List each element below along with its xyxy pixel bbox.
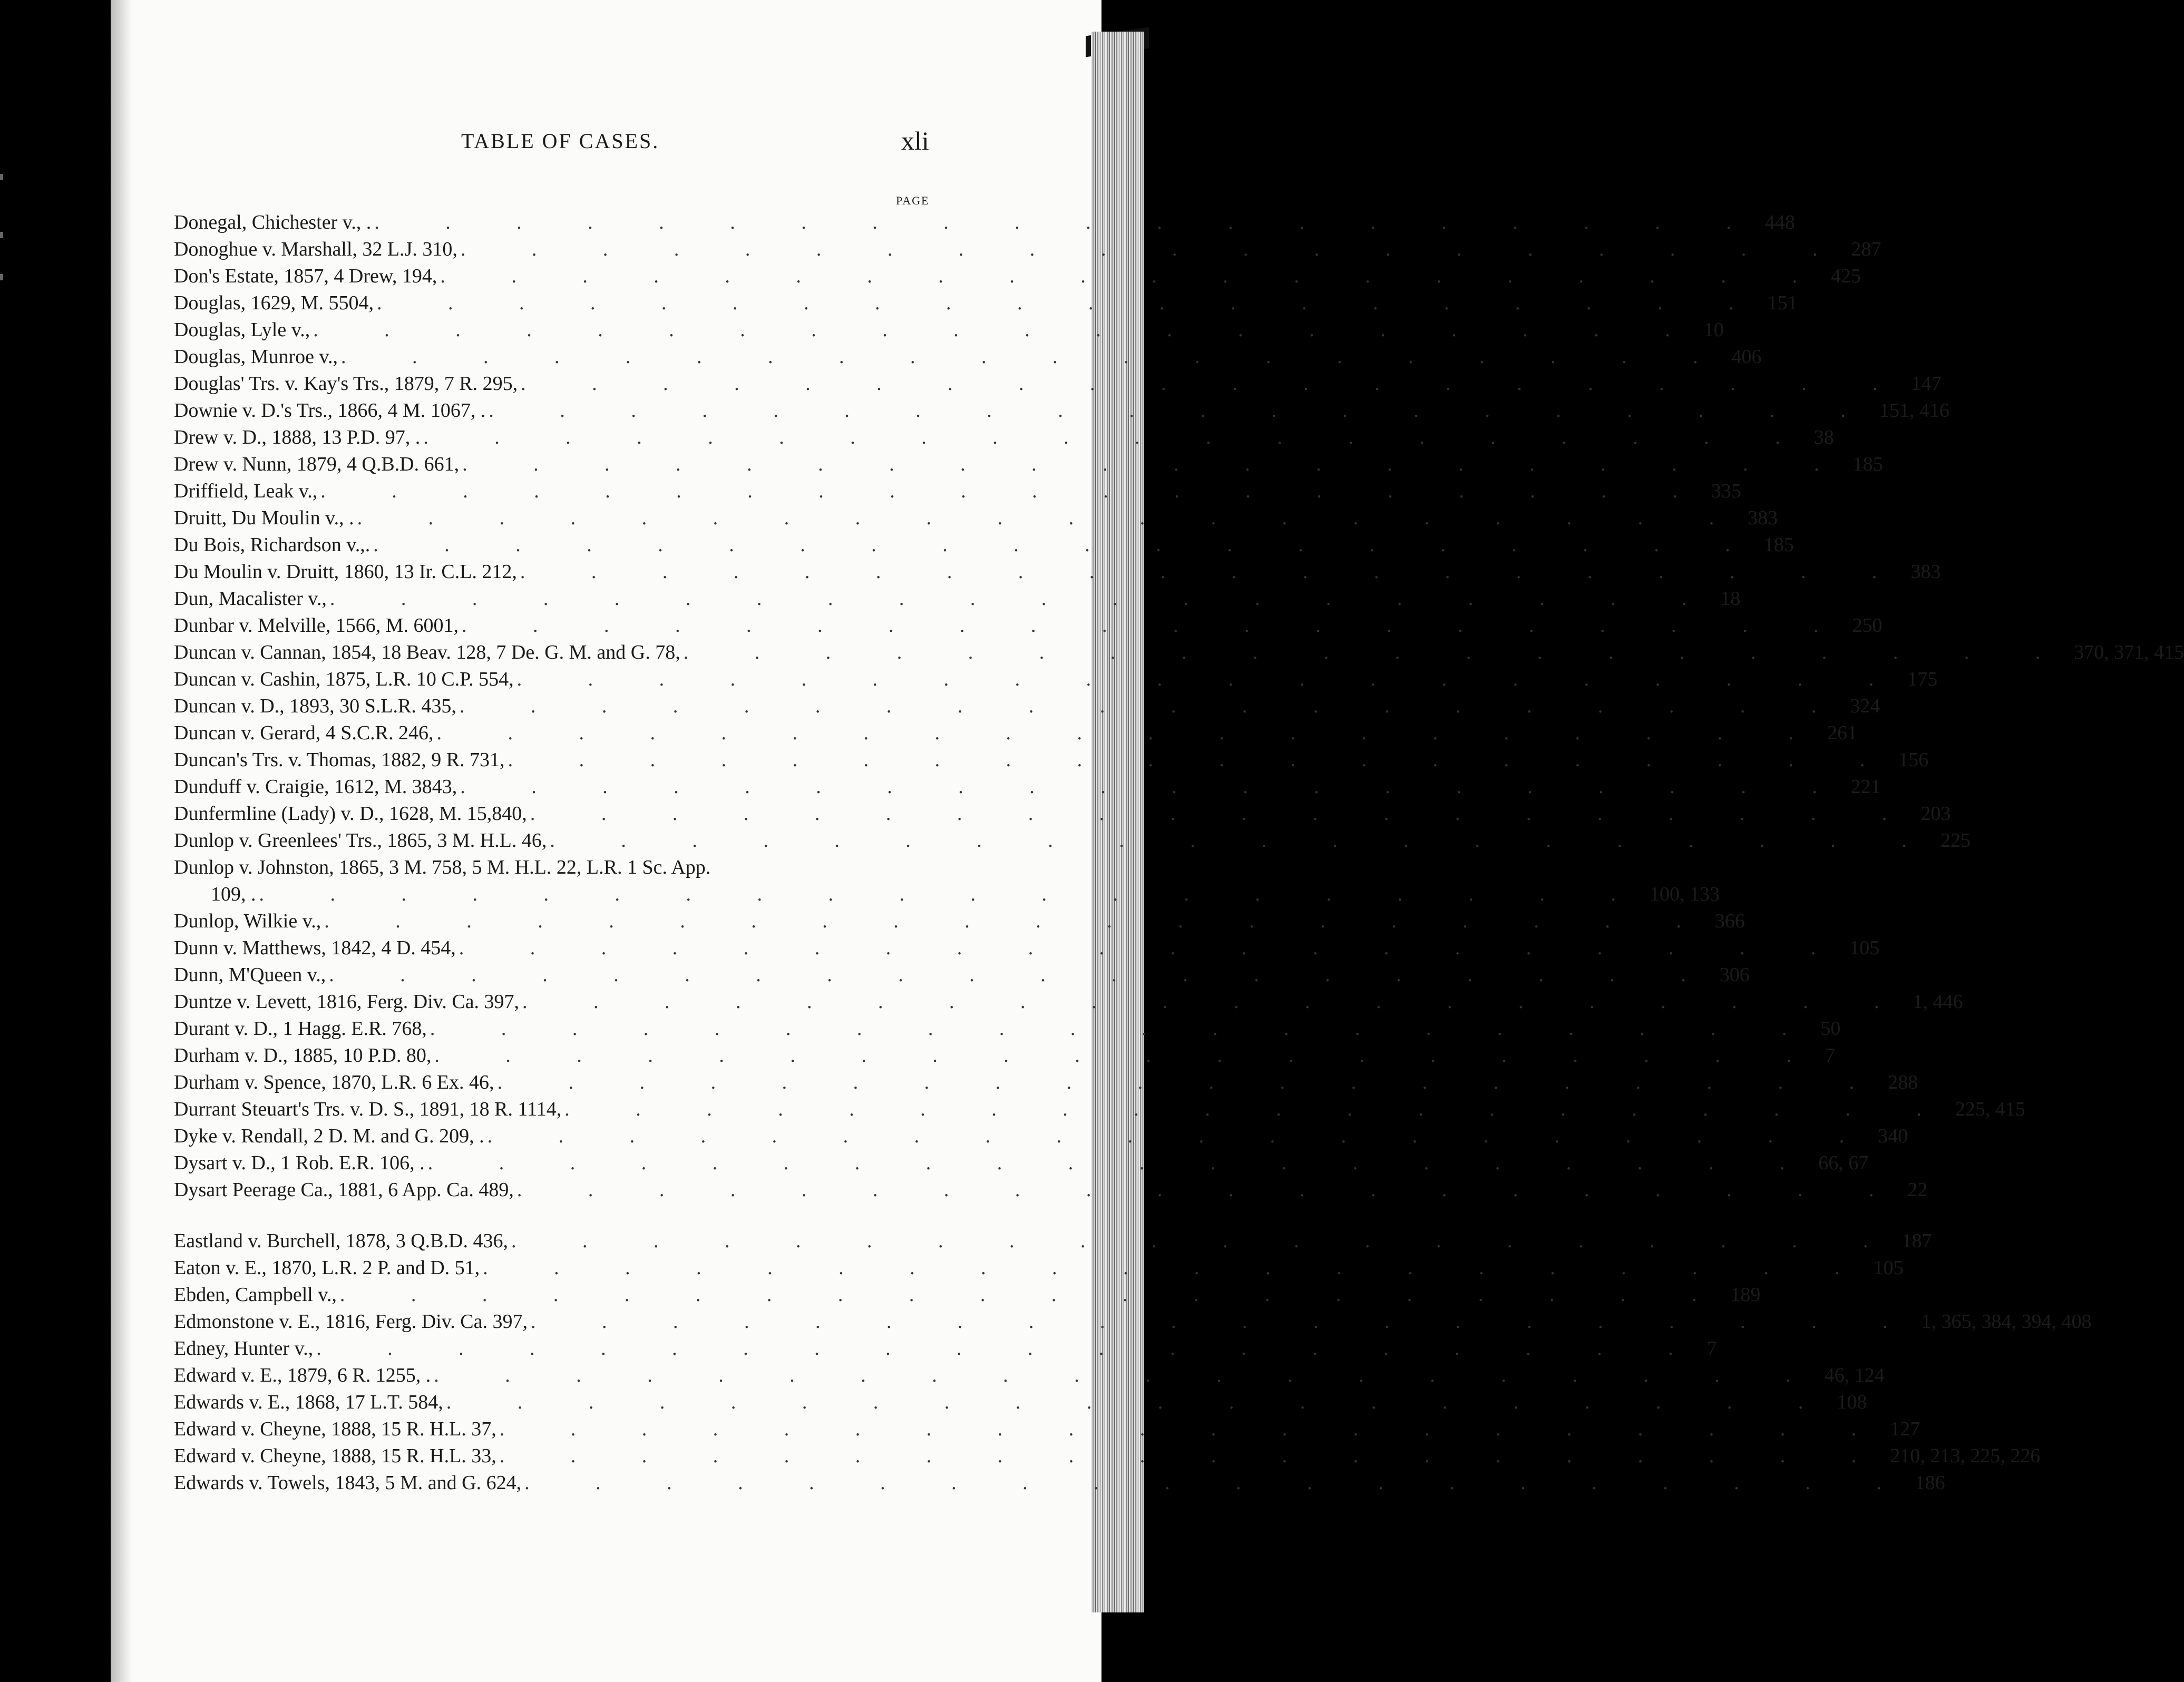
page-references: 18 xyxy=(1720,588,1741,610)
dot-leader: . . . . . . . . . . . . . . . . . . . . xyxy=(516,668,1905,690)
case-name: Dysart Peerage Ca., 1881, 6 App. Ca. 489, xyxy=(174,1179,514,1201)
page-references: 366 xyxy=(1714,910,1745,932)
page-references: 221 xyxy=(1850,776,1881,798)
case-name: Dunbar v. Melville, 1566, M. 6001, xyxy=(174,614,459,637)
table-row xyxy=(174,1017,1841,1043)
case-name: Driffield, Leak v., xyxy=(174,480,318,502)
page-references: 105 xyxy=(1873,1257,1904,1279)
table-row xyxy=(174,1124,1908,1151)
case-name: Edmonstone v. E., 1816, Ferg. Div. Ca. 397, xyxy=(174,1311,528,1333)
dot-leader: . . . . . . . . . . . . . . . . . . . . xyxy=(329,964,1717,986)
case-name: Eastland v. Burchell, 1878, 3 Q.B.D. 436, xyxy=(174,1230,508,1252)
case-name: Ebden, Campbell v., xyxy=(174,1284,337,1306)
page-references: 306 xyxy=(1719,964,1750,986)
page-references: 225 xyxy=(1940,829,1971,852)
table-row xyxy=(174,345,1762,371)
page-references: 108 xyxy=(1837,1391,1867,1413)
case-name: Donoghue v. Marshall, 32 L.J. 310, xyxy=(174,238,457,260)
dot-leader: . . . . . . . . . . . . . . . . . . . . xyxy=(339,1284,1728,1306)
case-name: Du Moulin v. Druitt, 1860, 13 Ir. C.L. 212, xyxy=(174,561,517,583)
page-references: 100, 133 xyxy=(1650,883,1720,905)
dot-leader: . . . . . . . . . . . . . . . . . . . . xyxy=(329,588,1718,610)
dot-leader: . . . . . . . . . . . . . . . . . . . . xyxy=(487,1125,1875,1147)
dot-leader: . . . . . . . . . . . . . . . . . . . . xyxy=(520,561,1908,583)
dot-leader: . . . . . . . . . . . . . . . . . . . . xyxy=(430,1018,1818,1040)
dot-leader: . . . . . . . . . . . . . . . . . . . . xyxy=(436,722,1825,744)
dot-leader: . . . . . . . . . . . . . . . . . . . . xyxy=(440,265,1828,287)
case-name: Duncan v. Gerard, 4 S.C.R. 246, xyxy=(174,722,434,744)
table-row xyxy=(174,480,1741,506)
dot-leader: . . . . . . . . . . . . . . . . . . . . xyxy=(516,1179,1905,1201)
table-row xyxy=(174,748,1929,775)
page-references: 370, 371, 415 xyxy=(2074,641,2184,663)
dot-leader: . . . . . . . . . . . . . . . . . . . . xyxy=(324,910,1712,932)
dot-leader: . . . . . . . . . . . . . . . . . . . . xyxy=(259,883,1646,905)
page-references: 156 xyxy=(1898,749,1929,771)
dot-leader: . . . . . . . . . . . . . . . . . . . . xyxy=(376,292,1764,314)
table-row xyxy=(174,1310,2092,1336)
case-name: Durham v. D., 1885, 10 P.D. 80, xyxy=(174,1044,432,1067)
dot-leader: . . . . . . . . . . . . . . . . . . . . xyxy=(320,480,1708,502)
table-row xyxy=(174,695,1880,721)
case-name: Druitt, Du Moulin v., . xyxy=(174,507,354,529)
case-name: Edward v. Cheyne, 1888, 15 R. H.L. 37, xyxy=(174,1418,496,1440)
case-name: Edney, Hunter v., xyxy=(174,1337,314,1360)
table-row xyxy=(174,211,1795,237)
dot-leader: . . . . . . . . . . . . . . . . . . . . xyxy=(524,1472,1912,1494)
page-references: 147 xyxy=(1911,373,1942,395)
table-row xyxy=(174,1364,1885,1390)
table-row xyxy=(174,614,1883,640)
table-row xyxy=(174,1098,2025,1124)
case-name: Dunduff v. Craigie, 1612, M. 3843, xyxy=(174,776,457,798)
page-references: 66, 67 xyxy=(1818,1152,1869,1174)
dot-leader: . . . . . . . . . . . . . . . . . . . . xyxy=(530,1311,1918,1333)
case-name: Downie v. D.'s Trs., 1866, 4 M. 1067, . xyxy=(174,399,486,422)
table-row xyxy=(174,1256,1904,1283)
page-references: 425 xyxy=(1830,265,1861,287)
page-references: 105 xyxy=(1849,937,1880,959)
table-row xyxy=(174,1071,1918,1097)
case-name: Dunn v. Matthews, 1842, 4 D. 454, xyxy=(174,937,456,959)
dot-leader: . . . . . . . . . . . . . . . . . . . . xyxy=(373,534,1761,556)
dot-leader: . . . . . . . . . . . . . . . . . . . . xyxy=(434,1364,1821,1386)
page-references: 50 xyxy=(1820,1018,1841,1040)
table-row xyxy=(174,1471,1945,1498)
table-row xyxy=(174,238,1881,264)
case-name: Dysart v. D., 1 Rob. E.R. 106, . xyxy=(174,1152,425,1174)
page-references: 287 xyxy=(1851,238,1881,260)
table-row xyxy=(174,802,1951,828)
table-row xyxy=(174,668,1938,694)
table-row xyxy=(174,1283,1761,1309)
page-references: 340 xyxy=(1878,1125,1908,1147)
case-name: Don's Estate, 1857, 4 Drew, 194, xyxy=(174,265,437,287)
case-name: Dyke v. Rendall, 2 D. M. and G. 209, . xyxy=(174,1125,484,1147)
case-name: Durant v. D., 1 Hagg. E.R. 768, xyxy=(174,1018,427,1040)
page-references: 250 xyxy=(1852,614,1883,637)
dot-leader: . . . . . . . . . . . . . . . . . . . . xyxy=(550,829,1937,852)
table-row xyxy=(174,1178,1928,1205)
case-name: Douglas, Lyle v., xyxy=(174,319,310,341)
case-name: Drew v. D., 1888, 13 P.D. 97, . xyxy=(174,426,421,448)
table-row xyxy=(174,990,1963,1016)
case-name: Duncan v. Cannan, 1854, 18 Beav. 128, 7 De. G. M. and G. 78, xyxy=(174,641,680,663)
case-name: Du Bois, Richardson v.,. xyxy=(174,534,370,556)
case-name: Duncan v. D., 1893, 30 S.L.R. 435, xyxy=(174,695,456,717)
page-references: 175 xyxy=(1907,668,1938,690)
dot-leader: . . . . . . . . . . . . . . . . . . . . xyxy=(522,991,1910,1013)
dot-leader: . . . . . . . . . . . . . . . . . . . . xyxy=(521,373,1908,395)
table-row xyxy=(174,1229,1932,1256)
dot-leader: . . . . . . . . . . . . . . . . . . . . xyxy=(499,1418,1887,1440)
case-continuation: 109, . xyxy=(211,883,256,905)
table-row xyxy=(174,829,1971,855)
dot-leader: . . . . . . . . . . . . . . . . . . . . xyxy=(460,776,1848,798)
table-row xyxy=(174,641,2184,667)
page-references: 406 xyxy=(1731,346,1762,368)
page-references: 335 xyxy=(1711,480,1741,502)
dot-leader: . . . . . . . . . . . . . . . . . . . . xyxy=(489,399,1876,422)
table-row xyxy=(174,506,1778,533)
case-name: Dunlop, Wilkie v., xyxy=(174,910,321,932)
page-references: 185 xyxy=(1852,453,1883,475)
page-references: 1, 446 xyxy=(1913,991,1963,1013)
table-row xyxy=(174,1151,1869,1178)
case-name: Dunfermline (Lady) v. D., 1628, M. 15,840, xyxy=(174,803,527,825)
case-name: Duncan v. Cashin, 1875, L.R. 10 C.P. 554, xyxy=(174,668,514,690)
table-row xyxy=(174,1337,1717,1363)
table-row xyxy=(174,1044,1835,1070)
case-name: Dun, Macalister v., xyxy=(174,588,327,610)
dot-leader: . . . . . . . . . . . . . . . . . . . . xyxy=(341,346,1729,368)
page-references: 1, 365, 384, 394, 408 xyxy=(1921,1311,2092,1333)
dot-leader: . . . . . . . . . . . . . . . . . . . . xyxy=(483,1257,1870,1279)
dot-leader: . . . . . . . . . . . . . . . . . . . . xyxy=(564,1098,1952,1120)
dot-leader: . . . . . . . . . . . . . . . . . . . . xyxy=(460,238,1848,260)
page-column-label: PAGE xyxy=(896,194,930,207)
table-row xyxy=(174,1417,1920,1444)
dot-leader: . . . . . . . . . . . . . . . . . . . . xyxy=(683,641,2071,663)
case-name: Drew v. Nunn, 1879, 4 Q.B.D. 661, xyxy=(174,453,460,475)
table-row xyxy=(174,775,1881,801)
table-row xyxy=(174,265,1861,291)
dot-leader: . . . . . . . . . . . . . . . . . . . . xyxy=(423,426,1811,448)
table-row xyxy=(174,1444,2041,1471)
page-references: 189 xyxy=(1730,1284,1761,1306)
dot-leader: . . . . . . . . . . . . . . . . . . . . xyxy=(499,1445,1887,1467)
page-references: 448 xyxy=(1764,211,1795,233)
table-row xyxy=(174,910,1745,936)
page-references: 288 xyxy=(1888,1071,1918,1093)
case-name: Duntze v. Levett, 1816, Ferg. Div. Ca. 397, xyxy=(174,991,520,1013)
case-name: Edward v. Cheyne, 1888, 15 R. H.L. 33, xyxy=(174,1445,496,1467)
case-name: Dunn, M'Queen v., xyxy=(174,964,326,986)
case-name: Edwards v. Towels, 1843, 5 M. and G. 624, xyxy=(174,1472,522,1494)
dot-leader: . . . . . . . . . . . . . . . . . . . . xyxy=(357,507,1745,529)
dot-leader: . . . . . . . . . . . . . . . . . . . . xyxy=(374,211,1762,233)
page-references: 7 xyxy=(1707,1337,1717,1360)
case-name: Dunlop v. Greenlees' Trs., 1865, 3 M. H.L. 46, xyxy=(174,829,547,852)
case-name: Edward v. E., 1879, 6 R. 1255, . xyxy=(174,1364,431,1386)
dot-leader: . . . . . . . . . . . . . . . . . . . . xyxy=(530,803,1918,825)
table-row xyxy=(174,1391,1867,1417)
page-references: 38 xyxy=(1813,426,1834,448)
table-row xyxy=(174,372,1942,398)
page-references: 186 xyxy=(1915,1472,1945,1494)
dot-leader: . . . . . . . . . . . . . . . . . . . . xyxy=(459,695,1847,717)
case-name: Edwards v. E., 1868, 17 L.T. 584, xyxy=(174,1391,443,1413)
page-references: 324 xyxy=(1850,695,1880,717)
page-references: 151, 416 xyxy=(1879,399,1949,422)
table-row xyxy=(174,291,1798,318)
dot-leader: . . . . . . . . . . . . . . . . . . . . xyxy=(511,1230,1899,1252)
page-references: 127 xyxy=(1890,1418,1920,1440)
case-name: Dunlop v. Johnston, 1865, 3 M. 758, 5 M. H.L. 22, L.R. 1 Sc. App. xyxy=(174,856,711,878)
page-references: 185 xyxy=(1763,534,1794,556)
table-row xyxy=(174,560,1941,586)
case-name: Eaton v. E., 1870, L.R. 2 P. and D. 51, xyxy=(174,1257,480,1279)
dot-leader: . . . . . . . . . . . . . . . . . . . . xyxy=(446,1391,1834,1413)
table-row xyxy=(174,587,1741,613)
dot-leader: . . . . . . . . . . . . . . . . . . . . xyxy=(313,319,1701,341)
dot-leader: . . . . . . . . . . . . . . . . . . . . xyxy=(434,1044,1822,1067)
table-row xyxy=(174,426,1834,452)
page-references: 187 xyxy=(1902,1230,1932,1252)
dot-leader: . . . . . . . . . . . . . . . . . . . . xyxy=(462,614,1849,637)
case-name: Douglas, 1629, M. 5504, xyxy=(174,292,374,314)
case-name: Durham v. Spence, 1870, L.R. 6 Ex. 46, xyxy=(174,1071,494,1093)
page-references: 22 xyxy=(1907,1179,1928,1201)
table-row xyxy=(174,318,1724,345)
page-references: 203 xyxy=(1920,803,1951,825)
table-row xyxy=(174,963,1750,990)
table-row xyxy=(174,533,1794,560)
table-row xyxy=(174,721,1858,748)
page-references: 383 xyxy=(1748,507,1778,529)
page-references: 151 xyxy=(1767,292,1798,314)
table-row xyxy=(174,936,1880,963)
case-name: Durrant Steuart's Trs. v. D. S., 1891, 18 R. 1114, xyxy=(174,1098,562,1120)
dot-leader: . . . . . . . . . . . . . . . . . . . . xyxy=(508,749,1896,771)
running-title: TABLE OF CASES. xyxy=(461,129,660,153)
dot-leader: . . . . . . . . . . . . . . . . . . . . xyxy=(497,1071,1885,1093)
dot-leader: . . . . . . . . . . . . . . . . . . . . xyxy=(459,937,1847,959)
page-references: 210, 213, 225, 226 xyxy=(1890,1445,2041,1467)
table-row xyxy=(174,399,1949,425)
folio-number: xli xyxy=(901,126,929,155)
page-references: 7 xyxy=(1825,1044,1835,1067)
table-row xyxy=(174,453,1883,479)
case-name: Douglas, Munroe v., xyxy=(174,346,338,368)
page-references: 261 xyxy=(1827,722,1858,744)
case-name: Donegal, Chichester v., . xyxy=(174,211,372,233)
page-references: 10 xyxy=(1703,319,1724,341)
page-references: 383 xyxy=(1910,561,1941,583)
dot-leader: . . . . . . . . . . . . . . . . . . . . xyxy=(427,1152,1816,1174)
dot-leader: . . . . . . . . . . . . . . . . . . . . xyxy=(462,453,1850,475)
dot-leader: . . . . . . . . . . . . . . . . . . . . xyxy=(316,1337,1704,1360)
table-row xyxy=(174,883,1720,909)
case-name: Duncan's Trs. v. Thomas, 1882, 9 R. 731, xyxy=(174,749,505,771)
page-references: 46, 124 xyxy=(1824,1364,1885,1386)
page-references: 225, 415 xyxy=(1955,1098,2025,1120)
case-name: Douglas' Trs. v. Kay's Trs., 1879, 7 R. 295, xyxy=(174,373,518,395)
